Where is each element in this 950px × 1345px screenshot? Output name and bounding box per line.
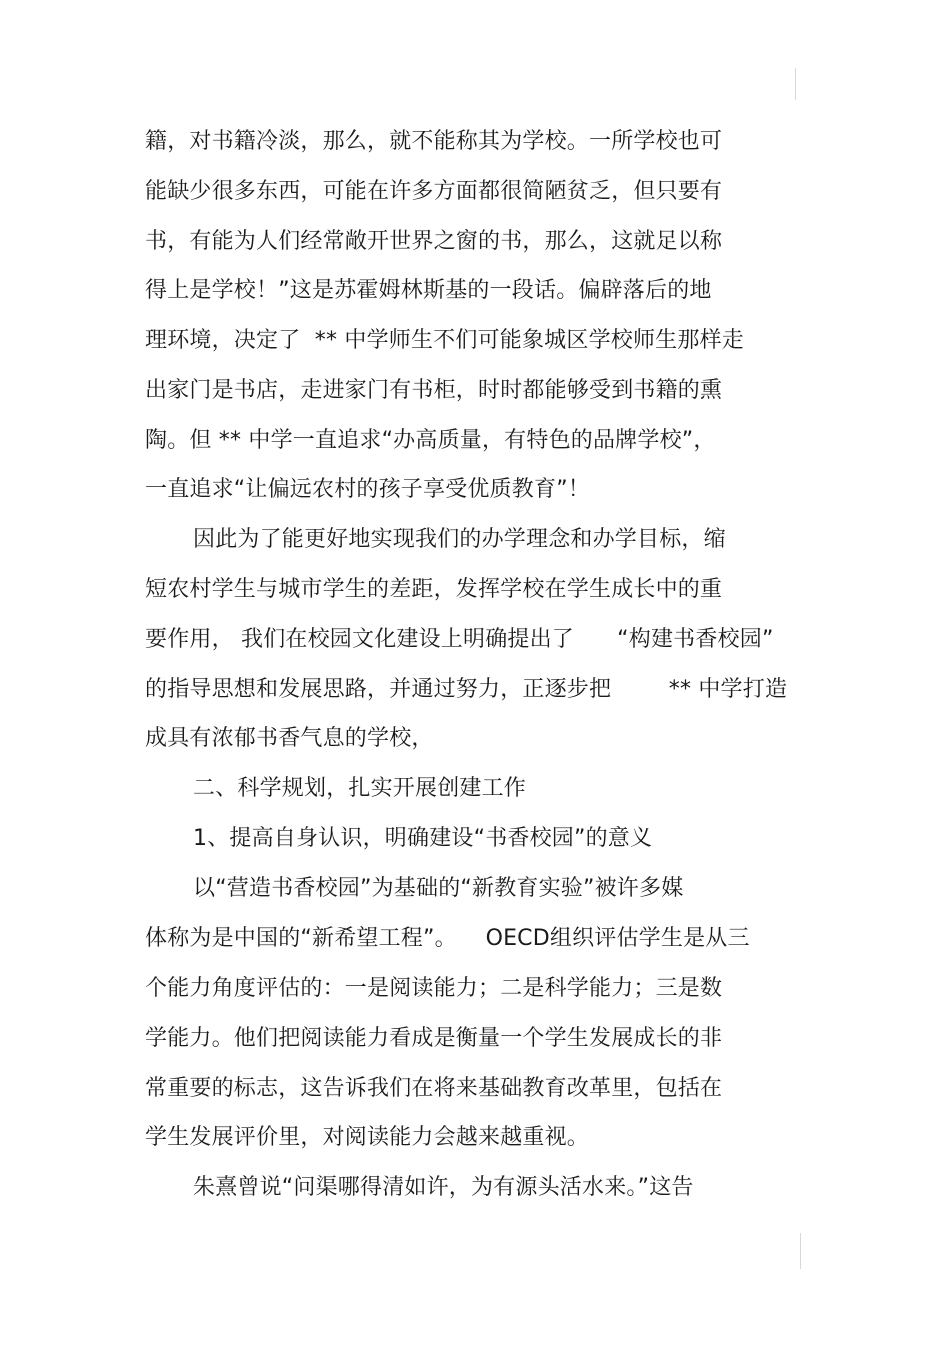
text-line-20: 常重要的标志，这告诉我们在将来基础教育改革里，包括在 (145, 1076, 723, 1101)
text-line-21: 学生发展评价里，对阅读能力会越来越重视。 (145, 1125, 590, 1150)
text-line-2: 能缺少很多东西，可能在许多方面都很简陋贫乏，但只要有 (145, 179, 723, 204)
text-line-12: 的指导思想和发展思路，并通过努力，正逐步把 ** 中学打造 (145, 677, 788, 702)
text-line-6: 出家门是书店，走进家门有书柜，时时都能够受到书籍的熏 (145, 378, 723, 403)
text-line-16: 以“营造书香校园”为基础的“新教育实验”被许多媒 (193, 876, 684, 901)
section-heading: 二、科学规划，扎实开展创建工作 (193, 776, 527, 801)
text-line-17: 体称为是中国的“新希望工程”。 OECD组织评估学生是从三 (145, 926, 750, 951)
text-line-4: 得上是学校！”这是苏霍姆林斯基的一段话。偏辟落后的地 (145, 278, 712, 303)
text-line-19: 学能力。他们把阅读能力看成是衡量一个学生发展成长的非 (145, 1026, 723, 1051)
text-line-3: 书，有能为人们经常敞开世界之窗的书，那么，这就足以称 (145, 229, 723, 254)
text-line-22: 朱熹曾说“问渠哪得清如许，为有源头活水来。”这告 (193, 1175, 694, 1200)
page-edge-mark-top (795, 68, 796, 100)
text-line-8: 一直追求“让偏远农村的孩子享受优质教育”！ (145, 477, 590, 502)
text-line-10: 短农村学生与城市学生的差距，发挥学校在学生成长中的重 (145, 577, 723, 602)
text-line-11: 要作用， 我们在校园文化建设上明确提出了 “构建书香校园” (145, 627, 774, 652)
text-line-7: 陶。但 ** 中学一直追求“办高质量，有特色的品牌学校”， (145, 428, 716, 453)
text-line-5: 理环境，决定了 ** 中学师生不们可能象城区学校师生那样走 (145, 328, 744, 353)
text-line-18: 个能力角度评估的：一是阅读能力；二是科学能力；三是数 (145, 976, 723, 1001)
text-line-9: 因此为了能更好地实现我们的办学理念和办学目标，缩 (193, 527, 726, 552)
subsection-heading: 1、提高自身认识，明确建设“书香校园”的意义 (193, 826, 653, 851)
text-line-13: 成具有浓郁书香气息的学校， (145, 726, 434, 751)
page-edge-mark-bottom (800, 1233, 801, 1269)
text-line-1: 籍，对书籍冷淡，那么，就不能称其为学校。一所学校也可 (145, 129, 723, 154)
